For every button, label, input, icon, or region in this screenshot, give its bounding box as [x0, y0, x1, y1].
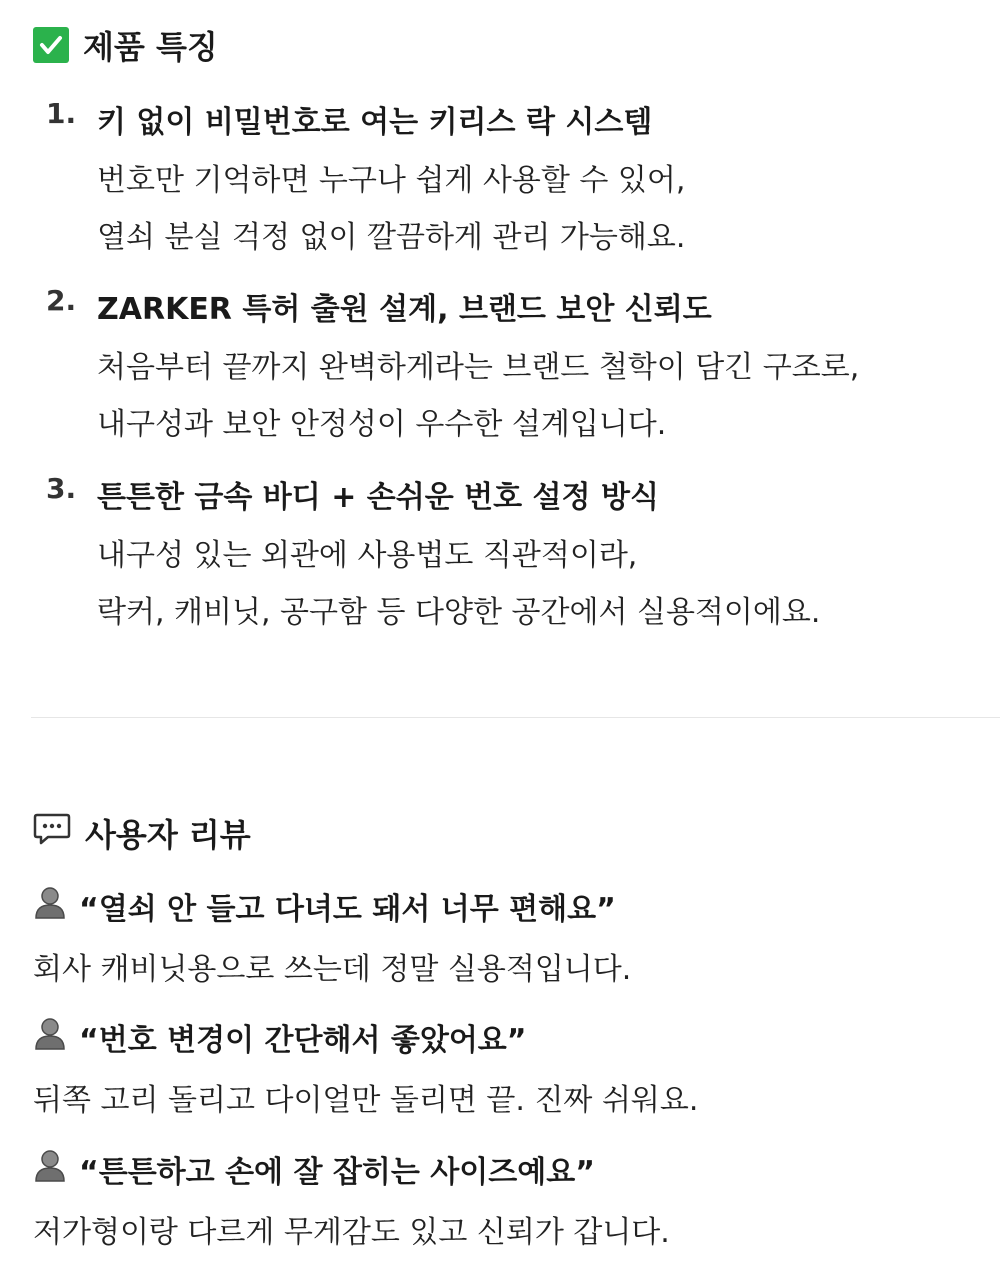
feature-title: 키 없이 비밀번호로 여는 키리스 락 시스템: [97, 105, 653, 140]
review-quote: “번호 변경이 간단해서 좋았어요”: [79, 1023, 527, 1058]
review-body: 저가형이랑 다르게 무게감도 있고 신뢰가 갑니다.: [33, 1215, 670, 1250]
person-silhouette-icon: [33, 885, 67, 927]
review-body: 뒤쪽 고리 돌리고 다이얼만 돌리면 끝. 진짜 쉬워요.: [33, 1083, 699, 1118]
review-quote-row: [33, 1147, 595, 1191]
reviews-heading: [33, 810, 251, 856]
review-quote-row: [33, 1015, 527, 1059]
review-quote-row: [33, 884, 616, 928]
feature-title: 튼튼한 금속 바디 + 손쉬운 번호 설정 방식: [97, 480, 659, 515]
person-silhouette-icon: [33, 1148, 67, 1190]
reviews-heading-label: 사용자 리뷰: [85, 816, 251, 854]
check-mark-icon: [33, 27, 69, 63]
feature-description-line: 열쇠 분실 걱정 없이 깔끔하게 관리 가능해요.: [97, 220, 686, 255]
feature-description-line: 처음부터 끝까지 완벽하게라는 브랜드 철학이 담긴 구조로,: [97, 350, 860, 385]
feature-description-line: 내구성 있는 외관에 사용법도 직관적이라,: [97, 538, 638, 573]
feature-title: ZARKER 특허 출원 설계, 브랜드 보안 신뢰도: [97, 292, 712, 327]
section-divider: [31, 717, 1000, 718]
review-body: 회사 캐비닛용으로 쓰는데 정말 실용적입니다.: [33, 952, 632, 987]
features-heading-label: 제품 특징: [83, 28, 218, 66]
feature-description-line: 락커, 캐비닛, 공구함 등 다양한 공간에서 실용적이에요.: [97, 595, 821, 630]
review-quote: “튼튼하고 손에 잘 잡히는 사이즈예요”: [79, 1155, 595, 1190]
feature-number: 1.: [46, 97, 77, 130]
speech-bubble-icon: [33, 812, 71, 854]
feature-number: 3.: [46, 472, 77, 505]
features-heading: [33, 22, 218, 68]
feature-description-line: 내구성과 보안 안정성이 우수한 설계입니다.: [97, 407, 667, 442]
feature-description-line: 번호만 기억하면 누구나 쉽게 사용할 수 있어,: [97, 163, 686, 198]
person-silhouette-icon: [33, 1016, 67, 1058]
review-quote: “열쇠 안 들고 다녀도 돼서 너무 편해요”: [79, 892, 616, 927]
feature-number: 2.: [46, 284, 77, 317]
